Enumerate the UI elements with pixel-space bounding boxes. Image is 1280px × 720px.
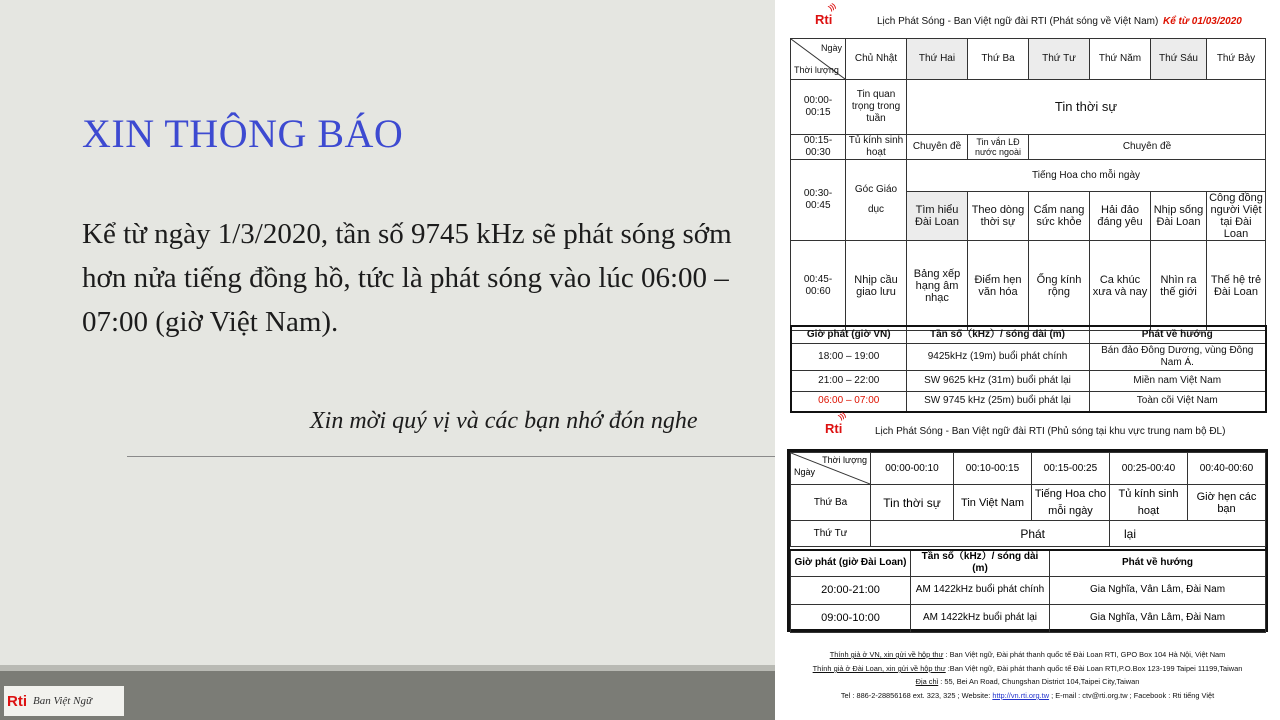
- program-cell: Giờ hẹn các bạn: [1188, 485, 1266, 521]
- corner-duration-label: Thời lượng: [822, 455, 867, 465]
- freq-target: Toàn cõi Việt Nam: [1089, 391, 1266, 412]
- footer-label: Thính giả ở Đài Loan, xin gửi về hộp thư: [812, 664, 946, 673]
- program-cell: Nhìn ra thế giới: [1151, 241, 1207, 331]
- freq-value: SW 9625 kHz (31m) buổi phát lại: [906, 370, 1089, 391]
- day-cell: Thứ Tư: [791, 521, 871, 547]
- taiwan-schedule-table: [790, 452, 1266, 547]
- weekly-schedule-table: [790, 38, 1266, 331]
- day-header: Thứ Ba: [968, 39, 1029, 80]
- freq-value: AM 1422kHz buổi phát chính: [911, 576, 1050, 604]
- program-cell: Nhịp cầu giao lưu: [846, 241, 907, 331]
- freq-target: Gia Nghĩa, Vân Lâm, Đài Nam: [1050, 604, 1266, 632]
- footer-text: : 55, Bei An Road, Chungshan District 104,Taipei City,Taiwan: [938, 677, 1140, 686]
- slot-cell: 00:30-00:45: [791, 160, 846, 241]
- day-header: Thứ Sáu: [1151, 39, 1207, 80]
- footer-line: [775, 677, 1280, 686]
- freq-target: Gia Nghĩa, Vân Lâm, Đài Nam: [1050, 576, 1266, 604]
- rti-logo-caption: Ban Việt Ngữ: [33, 695, 92, 707]
- freq-header: Giờ phát (giờ Đài Loan): [791, 550, 911, 576]
- doc-title-vn: Lịch Phát Sóng - Ban Việt ngữ đài RTI (Phát sóng về Việt Nam): [877, 16, 1159, 27]
- day-cell: Thứ Ba: [791, 485, 871, 521]
- program-cell: Tin vắn LĐ nước ngoài: [968, 135, 1029, 160]
- slot-header: 00:40-00:60: [1188, 453, 1266, 485]
- freq-header: Tần số（kHz）/ sóng dài (m): [906, 326, 1089, 343]
- slide-invitation: Xin mời quý vị và các bạn nhớ đón nghe: [310, 408, 698, 434]
- slide-title: XIN THÔNG BÁO: [82, 111, 404, 156]
- footer-stripe: [0, 665, 775, 671]
- corner-day-label: Ngày: [794, 467, 816, 477]
- program-cell: Phát: [871, 521, 1110, 547]
- slot-cell: 00:00-00:15: [791, 80, 846, 135]
- doc-title-tw: Lịch Phát Sóng - Ban Việt ngữ đài RTI (Phủ sóng tại khu vực trung nam bộ ĐL): [875, 426, 1226, 437]
- freq-value: AM 1422kHz buổi phát lại: [911, 604, 1050, 632]
- program-cell: Thế hệ trẻ Đài Loan: [1207, 241, 1266, 331]
- freq-time: 20:00-21:00: [791, 576, 911, 604]
- footer-line: [775, 650, 1280, 659]
- program-cell: Ống kính rộng: [1029, 241, 1090, 331]
- day-header: Thứ Hai: [907, 39, 968, 80]
- footer-text: :Ban Việt ngữ, Đài phát thanh quốc tế Đài Loan RTI,P.O.Box 123-199 Taipei 11199,Taiwan: [945, 664, 1243, 673]
- day-header: Thứ Bảy: [1207, 39, 1266, 80]
- program-cell: Tủ kính sinh hoạt: [1110, 485, 1188, 521]
- slide-body: Kể từ ngày 1/3/2020, tần số 9745 kHz sẽ phát sóng sớm hơn nửa tiếng đồng hồ, tức là phát sóng vào lúc 06:00 – 07:00 (giờ Việt Nam).: [82, 218, 732, 338]
- freq-target: Bán đảo Đông Dương, vùng Đông Nam Á.: [1089, 343, 1266, 370]
- program-cell: Tin thời sự: [907, 80, 1266, 135]
- table-corner: [791, 453, 871, 485]
- slot-header: 00:15-00:25: [1032, 453, 1110, 485]
- program-cell: Cẩm nang sức khỏe: [1029, 192, 1090, 241]
- program-cell: Chuyên đề: [907, 135, 968, 160]
- freq-time-highlight: 06:00 – 07:00: [791, 391, 906, 412]
- table-corner: [791, 39, 846, 80]
- program-cell: lại: [1110, 521, 1266, 547]
- program-cell: Tìm hiểu Đài Loan: [907, 192, 968, 241]
- footer-text: Tel : 886-2-28856168 ext. 323, 325 ; Website:: [840, 691, 993, 700]
- freq-time: 21:00 – 22:00: [791, 370, 906, 391]
- footer-label: Thính giả ở VN, xin gửi về hộp thư: [829, 650, 944, 659]
- freq-value: 9425kHz (19m) buổi phát chính: [906, 343, 1089, 370]
- slot-cell: 00:45-00:60: [791, 241, 846, 331]
- freq-value: SW 9745 kHz (25m) buổi phát lại: [906, 391, 1089, 412]
- slot-header: 00:25-00:40: [1110, 453, 1188, 485]
- slot-cell: 00:15-00:30: [791, 135, 846, 160]
- freq-header: Tần số（kHz）/ sóng dài (m): [911, 550, 1050, 576]
- footer-line: [775, 664, 1280, 673]
- corner-day-label: Ngày: [820, 43, 842, 53]
- freq-header: Phát về hướng: [1050, 550, 1266, 576]
- footer-text: : Ban Việt ngữ, Đài phát thanh quốc tế Đài Loan RTI, GPO Box 104 Hà Nội, Việt Nam: [943, 650, 1226, 659]
- program-cell: Tin Việt Nam: [954, 485, 1032, 521]
- doc-logo: Rti ))): [815, 12, 832, 27]
- frequency-table-tw: [790, 549, 1266, 633]
- rti-logo: [4, 686, 124, 716]
- doc-logo-2: Rti ))): [825, 421, 842, 436]
- day-header: Thứ Tư: [1029, 39, 1090, 80]
- program-cell: Ca khúc xưa và nay: [1090, 241, 1151, 331]
- footer-text: ; E-mail : ctv@rti.org.tw ; Facebook : Rti tiếng Việt: [1049, 691, 1215, 700]
- footer-label: Địa chỉ: [915, 677, 939, 686]
- rti-logo-mark: Rti: [7, 692, 27, 710]
- day-header: Thứ Năm: [1090, 39, 1151, 80]
- slot-header: 00:10-00:15: [954, 453, 1032, 485]
- divider: [127, 456, 777, 457]
- doc-effective-date: Kể từ 01/03/2020: [1163, 16, 1242, 27]
- program-cell: Bảng xếp hạng âm nhạc: [907, 241, 968, 331]
- freq-time: 18:00 – 19:00: [791, 343, 906, 370]
- program-cell: Góc Giáo dục: [846, 160, 907, 241]
- program-cell: Điểm hẹn văn hóa: [968, 241, 1029, 331]
- program-cell: Tiếng Hoa cho mỗi ngày: [907, 160, 1266, 192]
- program-cell: Theo dòng thời sự: [968, 192, 1029, 241]
- freq-header: Giờ phát (giờ VN): [791, 326, 906, 343]
- program-cell: Chuyên đề: [1029, 135, 1266, 160]
- program-cell: Tin thời sự: [871, 485, 954, 521]
- corner-duration-label: Thời lượng: [794, 65, 839, 75]
- freq-target: Miền nam Việt Nam: [1089, 370, 1266, 391]
- day-header: Chủ Nhật: [846, 39, 907, 80]
- program-cell: Hải đảo đáng yêu: [1090, 192, 1151, 241]
- program-cell: Tiếng Hoa cho mỗi ngày: [1032, 485, 1110, 521]
- slot-header: 00:00-00:10: [871, 453, 954, 485]
- freq-time: 09:00-10:00: [791, 604, 911, 632]
- website-link[interactable]: http://vn.rti.org.tw: [992, 691, 1050, 700]
- program-cell: Tủ kính sinh hoạt: [846, 135, 907, 160]
- program-cell: Tin quan trọng trong tuần: [846, 80, 907, 135]
- program-cell: Công đồng người Việt tại Đài Loan: [1207, 192, 1266, 241]
- program-cell: Nhịp sống Đài Loan: [1151, 192, 1207, 241]
- freq-header: Phát về hướng: [1089, 326, 1266, 343]
- frequency-table-vn: [790, 325, 1267, 413]
- taiwan-schedule-box: [787, 449, 1268, 632]
- footer-line: [775, 691, 1280, 700]
